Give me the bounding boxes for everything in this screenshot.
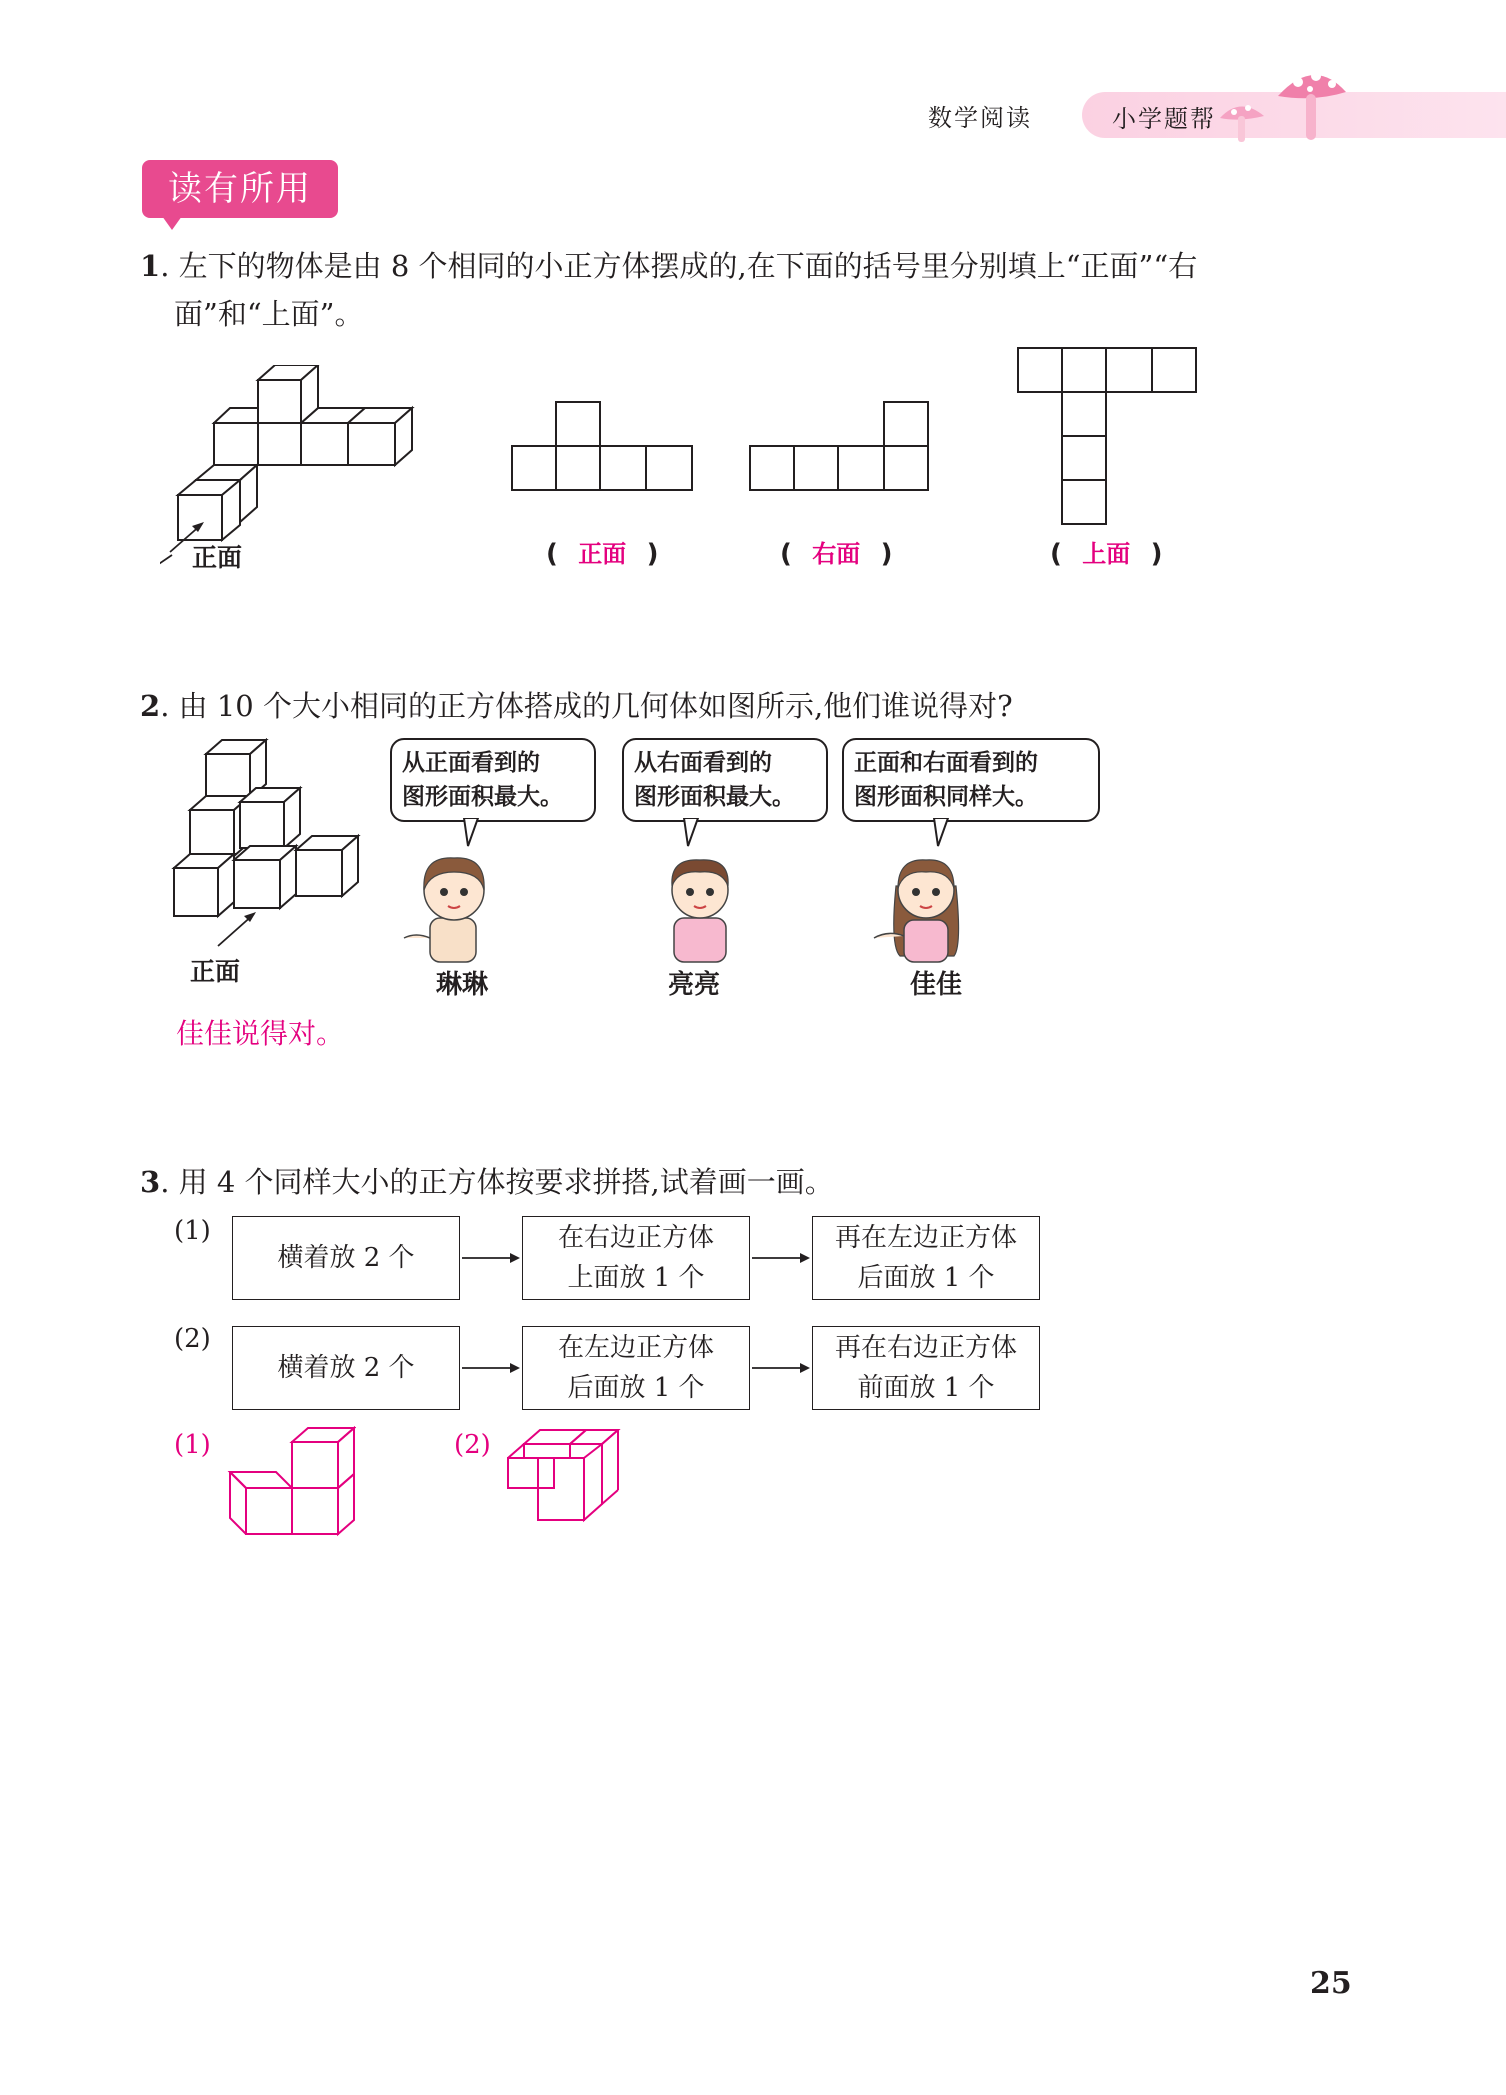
q1-view-front [510, 400, 696, 494]
q1-view-top [1016, 346, 1202, 528]
bubble-1-line2: 图形面积最大。 [402, 784, 563, 810]
bubble-3-line1: 正面和右面看到的 [854, 750, 1038, 776]
q3-row2-box2-line1: 在左边正方体 [557, 1333, 714, 1363]
q1-line2: 面”和“上面”。 [174, 297, 364, 331]
q3-row1-box3-line2: 后面放 1 个 [857, 1263, 995, 1293]
bubble-1-line1: 从正面看到的 [402, 750, 540, 776]
q2-text: . 由 10 个大小相同的正方体搭成的几何体如图所示,他们谁说得对? [160, 689, 1013, 723]
q3-row1-box2-line1: 在右边正方体 [557, 1223, 714, 1253]
bubble-2-tail [682, 818, 702, 848]
q3-answer-label-1: (1) [174, 1430, 211, 1460]
section-tag-tail [162, 216, 182, 230]
q3-text: . 用 4 个同样大小的正方体按要求拼搭,试着画一画。 [160, 1165, 834, 1199]
header-series: 小学题帮 [1112, 105, 1216, 133]
bubble-3-line2: 图形面积同样大。 [854, 784, 1038, 810]
q1-line1 [140, 246, 1197, 286]
arrow-right-icon [460, 1360, 522, 1376]
linlin-avatar [400, 846, 500, 964]
q3-row1-box1-text: 横着放 2 个 [277, 1243, 415, 1273]
bubble-2-line2: 图形面积最大。 [634, 784, 795, 810]
page-number: 25 [1310, 1966, 1352, 2001]
q3-row2-box2 [522, 1326, 750, 1410]
jiajia-avatar [870, 846, 970, 964]
q1-view-right [748, 400, 934, 494]
mushroom-icon [1218, 56, 1348, 146]
q1-answer-2: ( 右面 ) [780, 539, 893, 569]
q3-row1-box1 [232, 1216, 460, 1300]
q1-text: . 左下的物体是由 8 个相同的小正方体摆成的,在下面的括号里分别填上“正面”“右 [160, 249, 1198, 283]
speech-bubble-3 [842, 738, 1100, 822]
q3-row2-label: (2) [174, 1324, 211, 1354]
name-jiajia: 佳佳 [910, 970, 963, 1000]
q2-front-label: 正面 [190, 957, 241, 986]
bubble-3-tail [932, 818, 952, 848]
name-liangliang: 亮亮 [668, 970, 721, 1000]
q3-row1-box3-line1: 再在左边正方体 [834, 1223, 1017, 1253]
q3-answer-label-2: (2) [454, 1430, 491, 1460]
arrow-right-icon [750, 1360, 812, 1376]
q3-row2-box3-line1: 再在右边正方体 [834, 1333, 1017, 1363]
q2-answer: 佳佳说得对。 [176, 1017, 345, 1050]
q2-front-arrow [216, 908, 260, 948]
q3-row1-box3 [812, 1216, 1040, 1300]
q2-number: 2 [140, 689, 161, 723]
q1-answer-1: ( 正面 ) [546, 539, 659, 569]
q2-line [140, 686, 1013, 726]
q3-number: 3 [140, 1165, 161, 1199]
q3-row1-box2 [522, 1216, 750, 1300]
q1-number: 1 [140, 249, 161, 283]
q3-row2-box1-text: 横着放 2 个 [277, 1353, 415, 1383]
q1-answer-3: ( 上面 ) [1050, 539, 1163, 569]
bubble-1-tail [462, 818, 482, 848]
q1-front-label: 正面 [192, 543, 243, 572]
q3-row1-box2-line2: 上面放 1 个 [567, 1263, 705, 1293]
arrow-right-icon [460, 1250, 522, 1266]
speech-bubble-1 [390, 738, 596, 822]
speech-bubble-2 [622, 738, 828, 822]
q3-line [140, 1162, 834, 1202]
section-tag: 读有所用 [142, 160, 338, 218]
bubble-2-line1: 从右面看到的 [634, 750, 772, 776]
arrow-right-icon [750, 1250, 812, 1266]
q3-row2-box3 [812, 1326, 1040, 1410]
q3-row2-box2-line2: 后面放 1 个 [567, 1373, 705, 1403]
q3-row1-label: (1) [174, 1216, 211, 1246]
q3-row2-box3-line2: 前面放 1 个 [857, 1373, 995, 1403]
liangliang-avatar [660, 846, 740, 964]
q3-answer-figure-1 [226, 1426, 356, 1538]
q3-row2-box1 [232, 1326, 460, 1410]
name-linlin: 琳琳 [436, 970, 489, 1000]
header-title: 数学阅读 [928, 104, 1032, 132]
q3-answer-figure-2 [504, 1428, 624, 1524]
q2-cube-figure [170, 738, 370, 924]
